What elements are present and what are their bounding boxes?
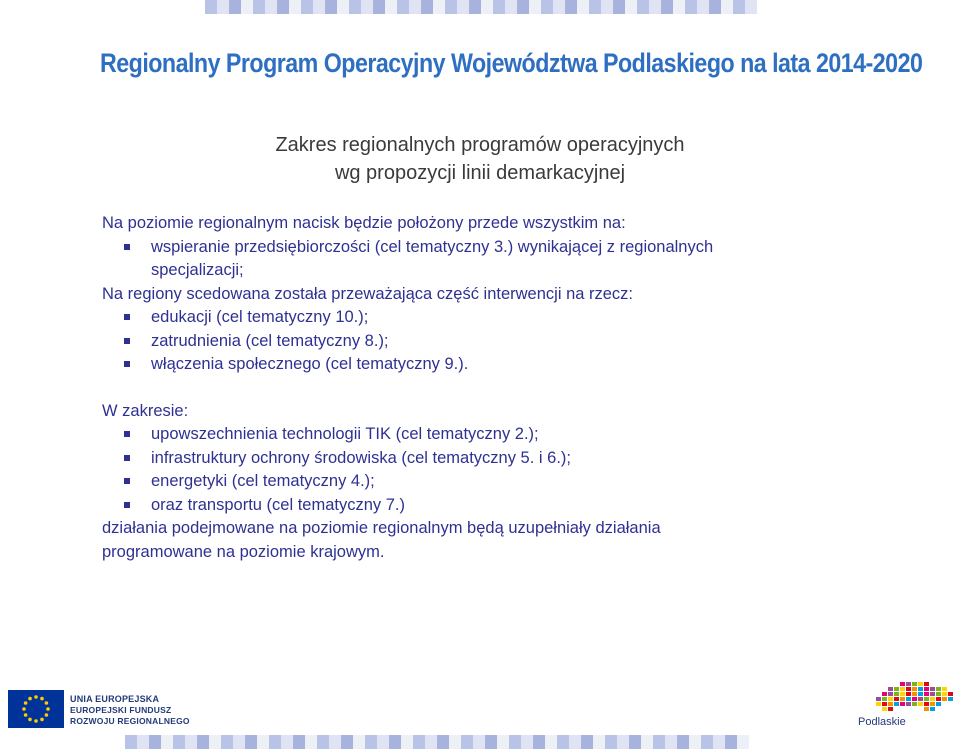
decorative-stripe <box>641 735 653 749</box>
decorative-stripe <box>745 0 757 14</box>
eu-star-icon <box>22 707 26 711</box>
decorative-stripe <box>625 0 637 14</box>
logo-pixel <box>906 702 911 706</box>
decorative-stripe <box>413 735 425 749</box>
logo-pixel <box>924 692 929 696</box>
decorative-stripe <box>529 0 541 14</box>
logo-pixel <box>894 697 899 701</box>
decorative-stripe <box>481 0 493 14</box>
decorative-stripe <box>325 0 337 14</box>
decorative-stripe <box>665 735 677 749</box>
logo-pixel <box>906 682 911 686</box>
logo-pixel <box>900 697 905 701</box>
logo-pixel <box>888 707 893 711</box>
logo-pixel <box>906 687 911 691</box>
decorative-stripe <box>713 735 725 749</box>
logo-pixel <box>900 702 905 706</box>
logo-pixel <box>876 702 881 706</box>
decorative-stripe <box>661 0 673 14</box>
decorative-stripe <box>697 0 709 14</box>
logo-pixel <box>936 702 941 706</box>
decorative-stripe <box>313 0 325 14</box>
intro-regional-focus: Na poziomie regionalnym nacisk będzie położony przede wszystkim na: <box>102 214 626 232</box>
program-title: Regionalny Program Operacyjny Województwa Podlaskiego na lata 2014-2020 <box>100 48 923 78</box>
logo-pixel <box>900 687 905 691</box>
decorative-stripe <box>425 735 437 749</box>
eu-star-icon <box>34 695 38 699</box>
logo-pixel <box>912 692 917 696</box>
decorative-stripe <box>173 735 185 749</box>
eu-star-icon <box>45 701 49 705</box>
logo-pixel <box>936 692 941 696</box>
decorative-stripe <box>329 735 341 749</box>
decorative-stripe <box>397 0 409 14</box>
decorative-stripe <box>361 0 373 14</box>
decorative-stripe <box>521 735 533 749</box>
decorative-stripe <box>125 735 137 749</box>
logo-pixel <box>888 697 893 701</box>
logo-pixel <box>882 697 887 701</box>
decorative-stripe <box>401 735 413 749</box>
logo-pixel <box>894 692 899 696</box>
decorative-stripe <box>377 735 389 749</box>
decorative-stripe <box>593 735 605 749</box>
eu-star-icon <box>24 701 28 705</box>
decorative-stripe <box>233 735 245 749</box>
decorative-stripe <box>485 735 497 749</box>
decorative-stripe <box>473 735 485 749</box>
eu-star-icon <box>28 697 32 701</box>
bullet-environment: infrastruktury ochrony środowiska (cel tematyczny 5. i 6.); <box>102 447 902 471</box>
logo-pixel <box>930 697 935 701</box>
decorative-stripe <box>565 0 577 14</box>
logo-pixel <box>930 687 935 691</box>
decorative-stripe <box>589 0 601 14</box>
bottom-decorative-bar <box>125 735 749 749</box>
logo-pixel <box>924 707 929 711</box>
decorative-stripe <box>493 0 505 14</box>
eu-star-icon <box>40 718 44 722</box>
decorative-stripe <box>449 735 461 749</box>
decorative-stripe <box>541 0 553 14</box>
decorative-stripe <box>461 735 473 749</box>
bullet-social-inclusion: włączenia społecznego (cel tematyczny 9.). <box>102 353 902 377</box>
decorative-stripe <box>241 0 253 14</box>
decorative-stripe <box>509 735 521 749</box>
logo-pixel <box>918 687 923 691</box>
decorative-stripe <box>649 0 661 14</box>
decorative-stripe <box>269 735 281 749</box>
decorative-stripe <box>161 735 173 749</box>
decorative-stripe <box>725 735 737 749</box>
eu-star-icon <box>40 697 44 701</box>
slide-content <box>102 212 902 564</box>
decorative-stripe <box>205 0 217 14</box>
decorative-stripe <box>557 735 569 749</box>
decorative-stripe <box>605 735 617 749</box>
decorative-stripe <box>673 0 685 14</box>
decorative-stripe <box>469 0 481 14</box>
eu-line-3: ROZWOJU REGIONALNEGO <box>70 716 190 726</box>
eu-star-icon <box>34 719 38 723</box>
bullet-energy: energetyki (cel tematyczny 4.); <box>102 470 902 494</box>
intro-delegated-interventions: Na regiony scedowana została przeważająca część interwencji na rzecz: <box>102 284 634 303</box>
decorative-stripe <box>685 0 697 14</box>
decorative-stripe <box>617 735 629 749</box>
decorative-stripe <box>301 0 313 14</box>
decorative-stripe <box>281 735 293 749</box>
logo-pixel <box>924 702 929 706</box>
decorative-stripe <box>577 0 589 14</box>
bullet-employment: zatrudnienia (cel tematyczny 8.); <box>102 330 902 354</box>
logo-pixel <box>948 692 953 696</box>
logo-pixel <box>924 687 929 691</box>
logo-pixel <box>936 687 941 691</box>
decorative-stripe <box>277 0 289 14</box>
decorative-stripe <box>253 0 265 14</box>
decorative-stripe <box>553 0 565 14</box>
eu-star-icon <box>24 713 28 717</box>
logo-pixel <box>912 687 917 691</box>
decorative-stripe <box>569 735 581 749</box>
logo-pixel <box>942 687 947 691</box>
decorative-stripe <box>337 0 349 14</box>
slide-title-line-2: wg propozycji linii demarkacyjnej <box>334 162 626 184</box>
decorative-stripe <box>385 0 397 14</box>
decorative-stripe <box>257 735 269 749</box>
logo-pixel <box>936 697 941 701</box>
decorative-stripe <box>349 0 361 14</box>
decorative-stripe <box>389 735 401 749</box>
decorative-stripe <box>653 735 665 749</box>
eu-star-icon <box>46 707 50 711</box>
logo-pixel <box>924 682 929 686</box>
decorative-stripe <box>289 0 301 14</box>
spacer <box>102 377 902 400</box>
decorative-stripe <box>517 0 529 14</box>
logo-pixel <box>876 697 881 701</box>
decorative-stripe <box>637 0 649 14</box>
decorative-stripe <box>689 735 701 749</box>
decorative-stripe <box>721 0 733 14</box>
decorative-stripe <box>197 735 209 749</box>
logo-pixel <box>930 702 935 706</box>
decorative-stripe <box>365 735 377 749</box>
decorative-stripe <box>221 735 233 749</box>
eu-line-2: EUROPEJSKI FUNDUSZ <box>70 705 172 715</box>
logo-pixel <box>918 692 923 696</box>
decorative-stripe <box>581 735 593 749</box>
decorative-stripe <box>613 0 625 14</box>
decorative-stripe <box>149 735 161 749</box>
decorative-stripe <box>137 735 149 749</box>
eu-line-1: UNIA EUROPEJSKA <box>70 694 160 704</box>
closing-line-1: działania podejmowane na poziomie regionalnym będą uzupełniały działania <box>102 519 661 537</box>
bullet-ict: upowszechnienia technologii TIK (cel tematyczny 2.); <box>102 423 902 447</box>
logo-pixel <box>906 692 911 696</box>
eu-flag-icon <box>8 690 64 728</box>
decorative-stripe <box>701 735 713 749</box>
logo-pixel <box>942 692 947 696</box>
decorative-stripe <box>601 0 613 14</box>
intro-scope: W zakresie: <box>102 401 189 420</box>
decorative-stripe <box>545 735 557 749</box>
decorative-stripe <box>437 735 449 749</box>
logo-pixel <box>882 692 887 696</box>
decorative-stripe <box>353 735 365 749</box>
logo-pixel <box>948 697 953 701</box>
decorative-stripe <box>533 735 545 749</box>
logo-pixel <box>918 682 923 686</box>
decorative-stripe <box>265 0 277 14</box>
decorative-stripe <box>341 735 353 749</box>
logo-pixel <box>906 697 911 701</box>
bullet-education: edukacji (cel tematyczny 10.); <box>102 306 902 330</box>
decorative-stripe <box>209 735 221 749</box>
logo-pixel <box>900 692 905 696</box>
decorative-stripe <box>445 0 457 14</box>
decorative-stripe <box>409 0 421 14</box>
logo-pixel <box>894 702 899 706</box>
logo-pixel <box>882 707 887 711</box>
decorative-stripe <box>497 735 509 749</box>
bullet-transport: oraz transportu (cel tematyczny 7.) <box>102 494 902 518</box>
decorative-stripe <box>433 0 445 14</box>
slide-title-line-1: Zakres regionalnych programów operacyjnych <box>275 134 685 156</box>
slide-title <box>0 131 960 187</box>
decorative-stripe <box>305 735 317 749</box>
decorative-stripe <box>217 0 229 14</box>
decorative-stripe <box>245 735 257 749</box>
decorative-stripe <box>677 735 689 749</box>
decorative-stripe <box>421 0 433 14</box>
podlaskie-label: Podlaskie <box>858 716 906 728</box>
bullet-entrepreneurship-continued: specjalizacji; <box>151 261 244 279</box>
decorative-stripe <box>293 735 305 749</box>
logo-pixel <box>882 702 887 706</box>
decorative-stripe <box>185 735 197 749</box>
logo-pixel <box>924 697 929 701</box>
logo-pixel <box>900 682 905 686</box>
top-decorative-bar <box>205 0 757 14</box>
logo-pixel <box>918 702 923 706</box>
logo-pixel <box>912 682 917 686</box>
eu-star-icon <box>45 713 49 717</box>
decorative-stripe <box>229 0 241 14</box>
decorative-stripe <box>457 0 469 14</box>
logo-pixel <box>888 702 893 706</box>
decorative-stripe <box>737 735 749 749</box>
logo-pixel <box>930 707 935 711</box>
closing-line-2: programowane na poziomie krajowym. <box>102 542 385 561</box>
decorative-stripe <box>505 0 517 14</box>
logo-pixel <box>894 687 899 691</box>
logo-pixel <box>912 697 917 701</box>
bullet-entrepreneurship: wspieranie przedsiębiorczości (cel tematyczny 3.) wynikającej z regionalnych <box>102 236 902 260</box>
logo-pixel <box>888 687 893 691</box>
logo-pixel <box>918 697 923 701</box>
decorative-stripe <box>709 0 721 14</box>
decorative-stripe <box>317 735 329 749</box>
eu-star-icon <box>28 718 32 722</box>
decorative-stripe <box>373 0 385 14</box>
eu-fund-label <box>70 694 190 727</box>
logo-pixel <box>888 692 893 696</box>
decorative-stripe <box>733 0 745 14</box>
decorative-stripe <box>629 735 641 749</box>
logo-pixel <box>912 702 917 706</box>
logo-pixel <box>930 692 935 696</box>
logo-pixel <box>942 697 947 701</box>
